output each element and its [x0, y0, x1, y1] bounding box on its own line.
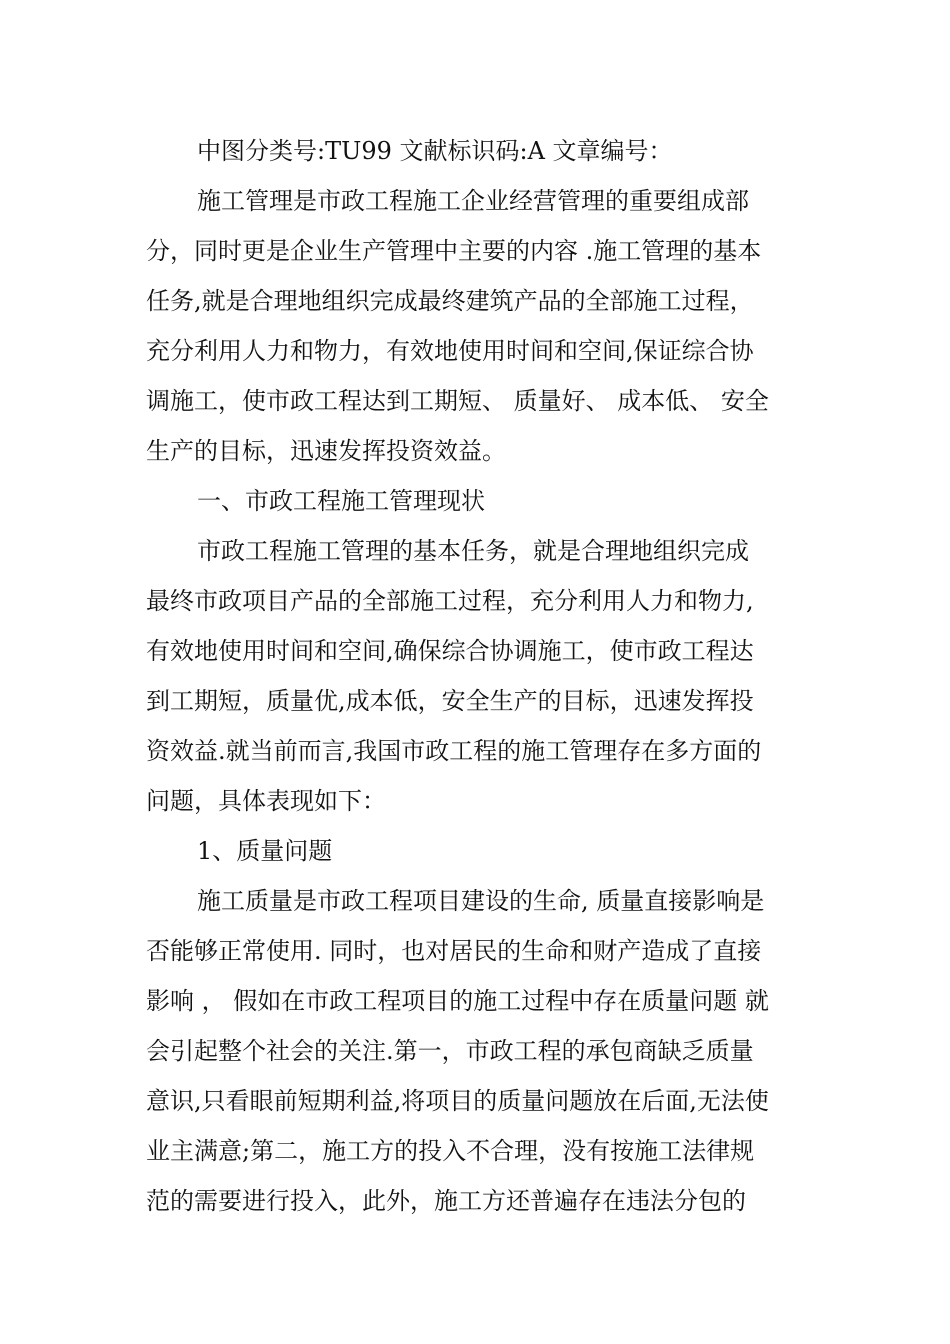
paragraph-line: 施工管理是市政工程施工企业经营管理的重要组成部	[197, 187, 749, 215]
paragraph-line: 施工质量是市政工程项目建设的生命, 质量直接影响是	[197, 887, 765, 915]
paragraph-line: 否能够正常使用. 同时，也对居民的生命和财产造成了直接	[146, 937, 762, 965]
paragraph-line: 市政工程施工管理的基本任务，就是合理地组织完成	[197, 537, 749, 565]
paragraph-line: 调施工，使市政工程达到工期短、 质量好、 成本低、 安全	[146, 387, 769, 415]
paragraph-line: 分，同时更是企业生产管理中主要的内容 .施工管理的基本	[146, 237, 762, 265]
paragraph-line: 到工期短，质量优,成本低，安全生产的目标，迅速发挥投	[146, 687, 754, 715]
document-body	[146, 126, 806, 1226]
paragraph-line: 范的需要进行投入，此外，施工方还普遍存在违法分包的	[146, 1187, 746, 1215]
paragraph-line: 最终市政项目产品的全部施工过程，充分利用人力和物力,	[146, 587, 754, 615]
subsection-heading: 1、质量问题	[197, 837, 333, 865]
paragraph-line: 有效地使用时间和空间,确保综合协调施工，使市政工程达	[146, 637, 754, 665]
paragraph-line: 影响 ， 假如在市政工程项目的施工过程中存在质量问题 就	[146, 987, 769, 1015]
paragraph-line: 任务,就是合理地组织完成最终建筑产品的全部施工过程，	[146, 287, 754, 315]
paragraph-line: 资效益.就当前而言,我国市政工程的施工管理存在多方面的	[146, 737, 762, 765]
section-heading: 一、市政工程施工管理现状	[197, 487, 485, 515]
paragraph-line: 会引起整个社会的关注.第一，市政工程的承包商缺乏质量	[146, 1037, 754, 1065]
paragraph-line: 生产的目标，迅速发挥投资效益。	[146, 437, 506, 465]
paragraph-line: 充分利用人力和物力，有效地使用时间和空间,保证综合协	[146, 337, 754, 365]
paragraph-line: 问题，具体表现如下：	[146, 787, 386, 815]
paragraph-line: 业主满意;第二，施工方的投入不合理，没有按施工法律规	[146, 1137, 755, 1165]
classification-line: 中图分类号:TU99 文献标识码:A 文章编号：	[197, 137, 673, 165]
paragraph-line: 意识,只看眼前短期利益,将项目的质量问题放在后面,无法使	[146, 1087, 769, 1115]
